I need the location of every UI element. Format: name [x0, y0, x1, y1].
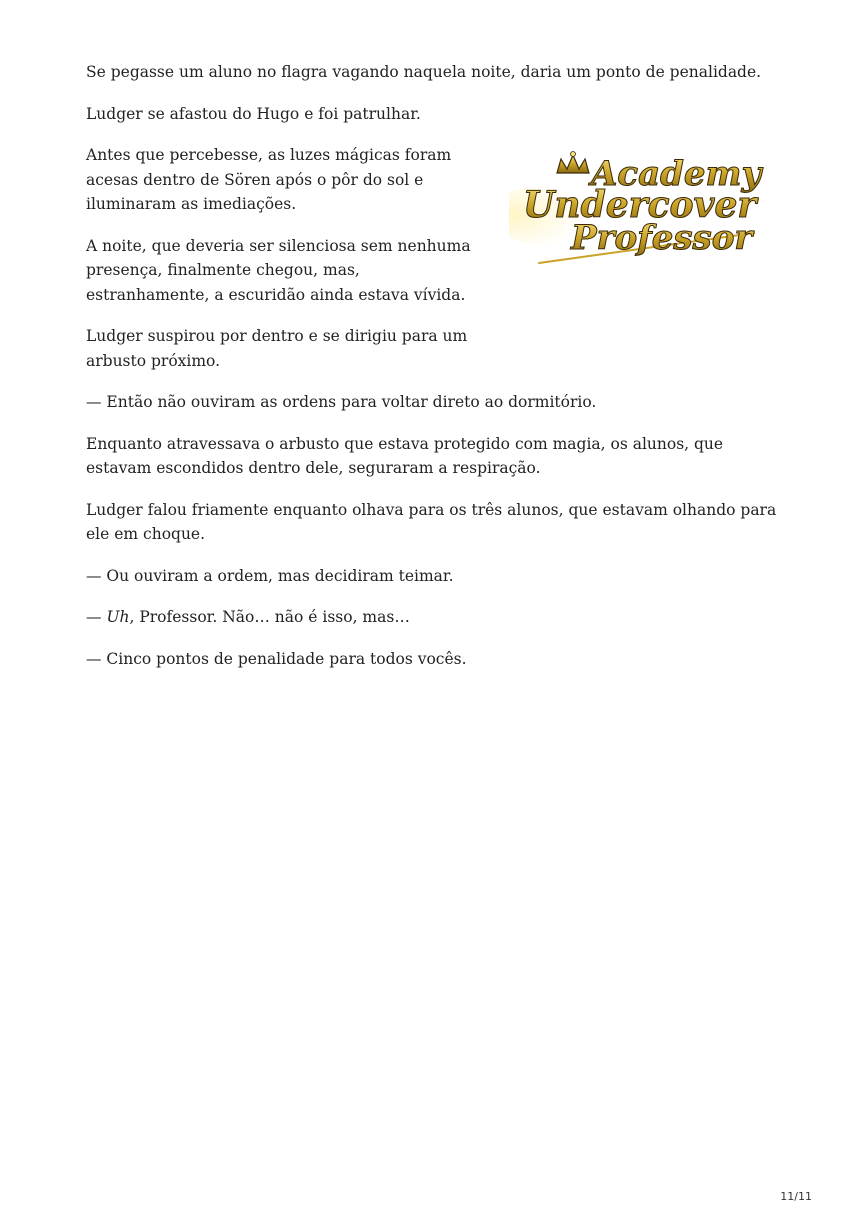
comma-separator: ,: [129, 608, 140, 626]
paragraph-9: — Ou ouviram a ordem, mas decidiram teimar.: [86, 566, 454, 585]
paragraph-11: — Cinco pontos de penalidade para todos vocês.: [86, 649, 467, 668]
italic-interjection: Uh: [106, 608, 130, 626]
paragraph-5: Ludger suspirou por dentro e se dirigiu para um arbusto próximo.: [86, 327, 468, 370]
paragraph-10: [86, 605, 786, 630]
paragraph-3: Antes que percebesse, as luzes mágicas foram acesas dentro de Sören após o pôr do sol e iluminaram as imediações.: [86, 146, 452, 213]
paragraph-10-text: Professor. Não… não é isso, mas…: [139, 608, 410, 626]
paragraph-2: Ludger se afastou do Hugo e foi patrulhar.: [86, 104, 421, 123]
dash-prefix: —: [86, 608, 107, 626]
academy-undercover-professor-logo: [509, 145, 771, 270]
logo-line-1: Academy: [591, 154, 762, 194]
paragraph-8: Ludger falou friamente enquanto olhava para os três alunos, que estavam olhando para ele em choque.: [86, 500, 777, 543]
document-body: [86, 60, 786, 688]
paragraph-7: Enquanto atravessava o arbusto que estava protegido com magia, os alunos, que estavam escondidos dentro dele, seguraram a respiração.: [86, 434, 724, 477]
logo-wrap-section: [86, 143, 786, 373]
logo-line-2: Undercover: [523, 184, 757, 226]
paragraph-4: A noite, que deveria ser silenciosa sem nenhuma presença, finalmente chegou, mas, estranhamente, a escuridão ainda estava vívida.: [86, 236, 471, 304]
crown-icon: [557, 152, 589, 174]
logo-line-3: Professor: [571, 218, 753, 258]
paragraph-1: Se pegasse um aluno no flagra vagando naquela noite, daria um ponto de penalidade.: [86, 63, 762, 81]
paragraph-6: — Então não ouviram as ordens para voltar direto ao dormitório.: [86, 393, 597, 411]
page-number: 11/11: [780, 1190, 812, 1203]
